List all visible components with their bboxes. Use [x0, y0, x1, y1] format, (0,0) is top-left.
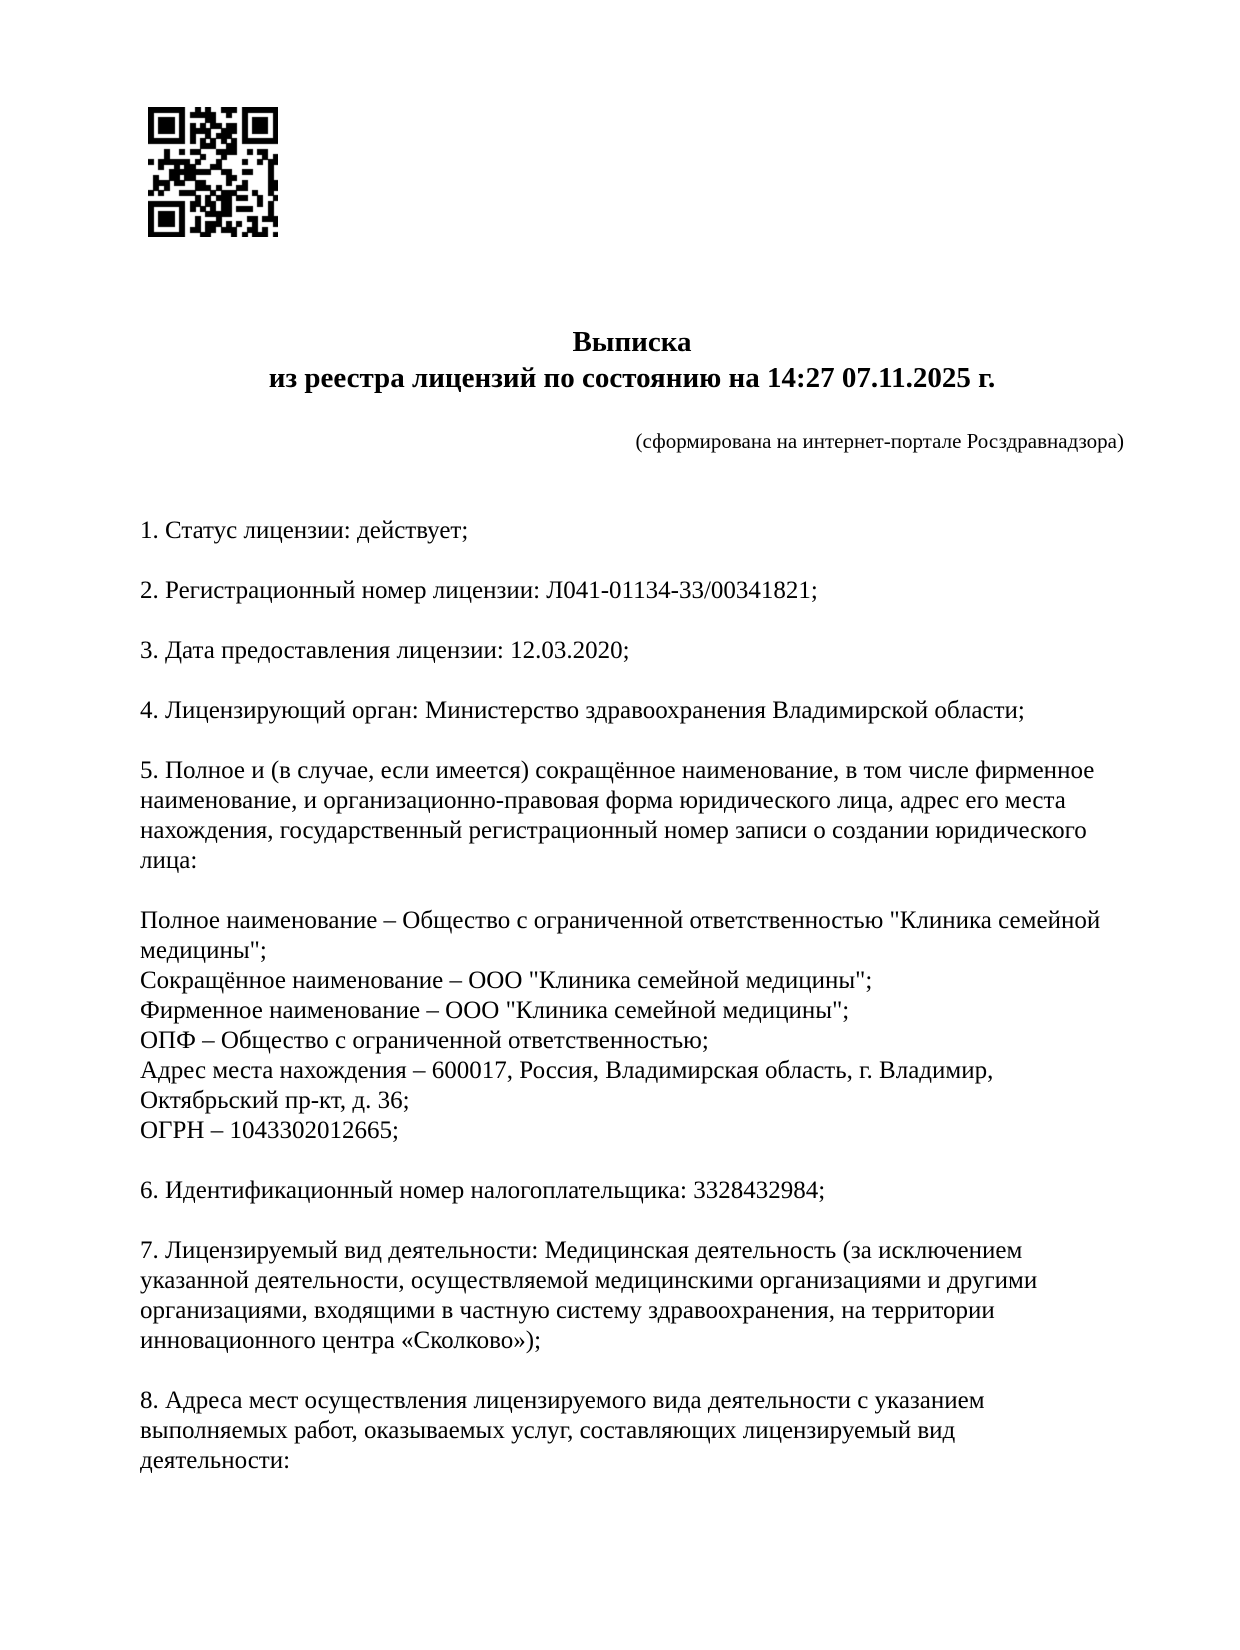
- title-line-2: из реестра лицензий по состоянию на 14:27 07.11.2025 г.: [268, 362, 996, 394]
- document-body: [140, 516, 1108, 1506]
- item-4-licensing-authority: 4. Лицензирующий орган: Министерство здравоохранения Владимирской области;: [140, 697, 1025, 724]
- title-line-1: Выписка: [572, 326, 692, 358]
- item-1-license-status: 1. Статус лицензии: действует;: [140, 517, 469, 544]
- item-8-activity-addresses-intro: 8. Адреса мест осуществления лицензируемого вида деятельности с указанием выполняемых работ, оказываемых услуг, составляющих лицензируемый вид деятельности:: [140, 1387, 985, 1474]
- item-2-registration-number: 2. Регистрационный номер лицензии: Л041-01134-33/00341821;: [140, 577, 818, 604]
- generated-note: (сформирована на интернет-портале Росздравнадзора): [635, 429, 1124, 453]
- org-address: Адрес места нахождения – 600017, Россия, Владимирская область, г. Владимир, Октябрьский пр-кт, д. 36;: [140, 1057, 994, 1114]
- org-details-block: [140, 906, 1108, 1146]
- org-short-name: Сокращённое наименование – ООО "Клиника семейной медицины";: [140, 967, 873, 994]
- org-legal-form: ОПФ – Общество с ограниченной ответственностью;: [140, 1027, 709, 1054]
- item-3-grant-date: 3. Дата предоставления лицензии: 12.03.2020;: [140, 637, 630, 664]
- qr-code: [148, 107, 278, 237]
- org-ogrn: ОГРН – 1043302012665;: [140, 1117, 399, 1144]
- org-full-name: Полное наименование – Общество с ограниченной ответственностью "Клиника семейной медицины";: [140, 907, 1101, 964]
- page-title: [140, 324, 1124, 396]
- item-5-org-name-intro: 5. Полное и (в случае, если имеется) сокращённое наименование, в том числе фирменное наименование, и организационно-правовая форма юридического лица, адрес его места нахождения, государственный регистрационный номер записи о создании юридического лица:: [140, 757, 1095, 874]
- item-7-licensed-activity: 7. Лицензируемый вид деятельности: Медицинская деятельность (за исключением указанной деятельности, осуществляемой медицинскими организациями и другими организациями, входящими в частную систему здравоохранения, на территории инновационного центра «Сколково»);: [140, 1237, 1038, 1354]
- org-brand-name: Фирменное наименование – ООО "Клиника семейной медицины";: [140, 997, 850, 1024]
- item-6-inn: 6. Идентификационный номер налогоплательщика: 3328432984;: [140, 1177, 826, 1204]
